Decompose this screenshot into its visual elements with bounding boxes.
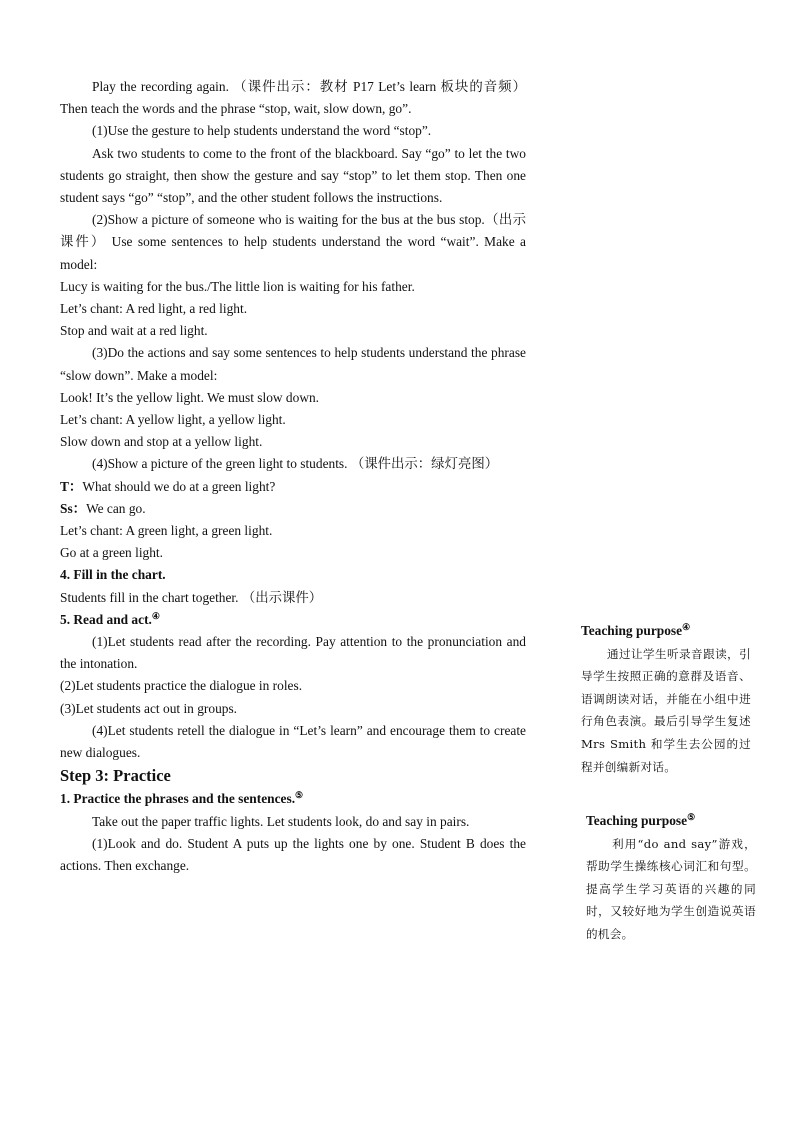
note-title: Teaching purpose: [586, 813, 688, 828]
paragraph: (1)Look and do. Student A puts up the lights one by one. Student B does the actions. Then exchange.: [60, 835, 526, 873]
paragraph: Take out the paper traffic lights. Let students look, do and say in pairs.: [92, 813, 470, 829]
section-heading: [60, 609, 526, 631]
speaker-label: T：: [60, 478, 83, 494]
section-heading: [60, 788, 526, 810]
paragraph: (2)Let students practice the dialogue in roles.: [60, 678, 303, 694]
step-heading: Step 3: Practice: [60, 766, 171, 786]
section-heading: 4. Fill in the chart.: [60, 567, 166, 583]
paragraph: Look! It’s the yellow light. We must slow down.: [60, 389, 320, 405]
paragraph: Let’s chant: A green light, a green light.: [60, 523, 273, 539]
paragraph: Go at a green light.: [60, 545, 163, 561]
paragraph: (1)Use the gesture to help students understand the word “stop”.: [92, 123, 432, 139]
note-body: 利用“do and say”游戏，帮助学生操练核心词汇和句型。提高学生学习英语的兴趣的同时，又较好地为学生创造说英语的机会。: [586, 836, 756, 941]
paragraph: Ask two students to come to the front of the blackboard. Say “go” to let the two students go straight, then show the gesture and say “stop” to let them stop. Then one student says “go” “stop”, and the other student follows the instructions.: [60, 145, 526, 206]
teaching-purpose-note: [586, 810, 756, 946]
heading-text: 1. Practice the phrases and the sentences.: [60, 791, 296, 807]
paragraph: (3)Do the actions and say some sentences to help students understand the phrase “slow down”. Make a model:: [60, 345, 526, 383]
dialogue-line: [60, 476, 526, 498]
paragraph: (4)Show a picture of the green light to students. （课件出示：绿灯亮图）: [92, 456, 499, 472]
paragraph: (4)Let students retell the dialogue in “Let’s learn” and encourage them to create new dialogues.: [60, 722, 526, 761]
note-title: Teaching purpose: [581, 623, 683, 638]
speaker-label: Ss：: [60, 500, 87, 516]
note-heading: [586, 810, 756, 833]
lesson-body: [60, 76, 526, 877]
dialogue-text: We can go.: [86, 500, 146, 516]
footnote-mark: ⑤: [295, 790, 304, 801]
paragraph: Lucy is waiting for the bus./The little lion is waiting for his father.: [60, 278, 415, 294]
dialogue-line: [60, 498, 526, 520]
paragraph: (2)Show a picture of someone who is waiting for the bus at the bus stop.（出示课件） Use some sentences to help students understand the word “wait”. Make a model:: [60, 212, 526, 272]
note-heading: [581, 620, 751, 643]
teaching-purpose-note: [581, 620, 751, 778]
footnote-mark: ⑤: [687, 812, 696, 822]
footnote-mark: ④: [682, 622, 691, 632]
note-body: 通过让学生听录音跟读，引导学生按照正确的意群及语音、语调朗读对话，并能在小组中进行角色表演。最后引导学生复述 Mrs Smith 和学生去公园的过程并创编新对话。: [581, 646, 751, 774]
footnote-mark: ④: [151, 610, 160, 621]
paragraph: Let’s chant: A yellow light, a yellow light.: [60, 412, 286, 428]
paragraph: Let’s chant: A red light, a red light.: [60, 301, 248, 317]
paragraph: Play the recording again. （课件出示：教材 P17 Let’s learn 板块的音频） Then teach the words and the phrase “stop, wait, slow down, go”.: [60, 79, 526, 117]
paragraph: Slow down and stop at a yellow light.: [60, 434, 263, 450]
paragraph: (1)Let students read after the recording. Pay attention to the pronunciation and the intonation.: [60, 634, 526, 672]
heading-text: 5. Read and act.: [60, 611, 152, 627]
paragraph: Stop and wait at a red light.: [60, 323, 208, 339]
dialogue-text: What should we do at a green light?: [82, 478, 276, 494]
paragraph: Students fill in the chart together. （出示课件）: [60, 589, 323, 605]
paragraph: (3)Let students act out in groups.: [60, 700, 238, 716]
